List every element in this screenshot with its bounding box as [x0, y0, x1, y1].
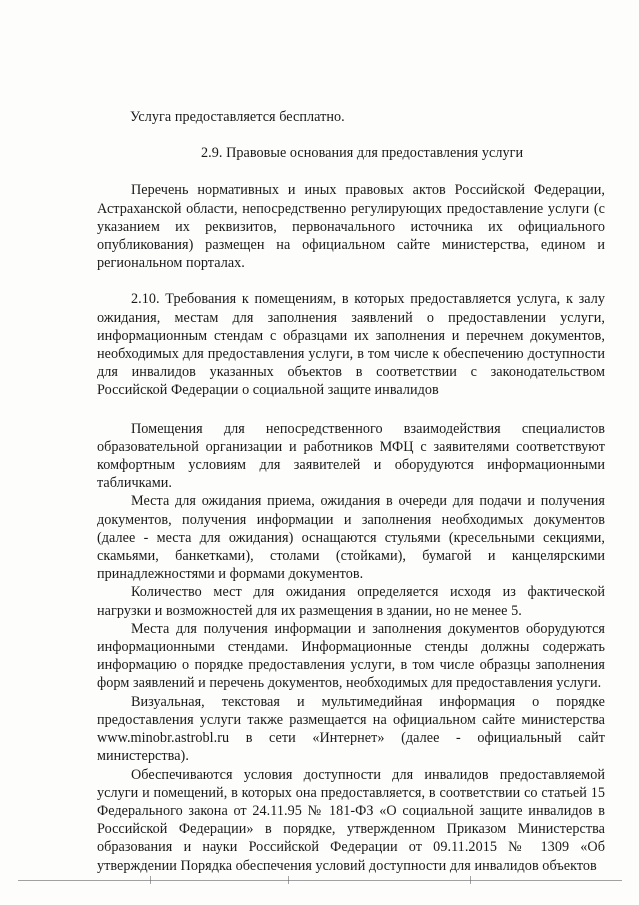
paragraph-waiting-places: Места для ожидания приема, ожидания в очереди для подачи и получения документов, получения информации и заполнения необходимых документов (далее - места для ожидания) оснащаются стульями (кресельными секциями, скамьями, банкетками), столами (стойками), бумагой и канцелярскими принадлежностями и формами документов.	[97, 493, 605, 583]
paragraph-legal-acts: Перечень нормативных и иных правовых актов Российской Федерации, Астраханской области, непосредственно регулирующих предоставление услуги (с указанием их реквизитов, первоначального источника их официального опубликования) размещен на официальном сайте министерства, едином и региональном порталах.	[97, 182, 605, 272]
paragraph-visual-info: Визуальная, текстовая и мультимедийная информация о порядке предоставления услуги также размещается на официальном сайте министерства www.minobr.astrobl.ru в сети «Интернет» (далее - официальный сайт министерства).	[97, 693, 605, 765]
footer-mark	[150, 876, 151, 884]
footer-mark	[470, 876, 471, 884]
paragraph-info-stands: Места для получения информации и заполнения документов оборудуются информационными стендами. Информационные стенды должны содержать информацию о порядке предоставления услуги, в том числе образцы заполнения форм заявлений и перечень документов, необходимых для предоставления услуги.	[97, 620, 605, 692]
section-heading-2-9: 2.9. Правовые основания для предоставления услуги	[201, 145, 524, 162]
paragraph-accessibility: Обеспечиваются условия доступности для инвалидов предоставляемой услуги и помещений, в которых она предоставляется, в соответствии со статьей 15 Федерального закона от 24.11.95 № 181-ФЗ «О социальной защите инвалидов в Российской Федерации» в порядке, утвержденном Приказом Министерства образования и науки Российской Федерации от 09.11.2015 № 1309 «Об утверждении Порядка обеспечения условий доступности для инвалидов объектов	[97, 766, 605, 874]
paragraph-places-count: Количество мест для ожидания определяется исходя из фактической нагрузки и возможностей для их размещения в здании, но не менее 5.	[97, 584, 605, 619]
document-body	[97, 108, 605, 875]
paragraph-premises-requirements: 2.10. Требования к помещениям, в которых предоставляется услуга, к залу ожидания, местам для заполнения заявлений о предоставлении услуги, информационным стендам с образцами их заполнения и перечнем документов, необходимых для предоставления услуги, в том числе к обеспечению доступности для инвалидов указанных объектов в соответствии с законодательством Российской Федерации о социальной защите инвалидов	[97, 291, 605, 399]
footer-mark	[288, 876, 289, 884]
paragraph-free-service: Услуга предоставляется бесплатно.	[130, 109, 345, 125]
footer-rule	[18, 880, 622, 881]
paragraph-rooms: Помещения для непосредственного взаимодействия специалистов образовательной организации и работников МФЦ с заявителями соответствуют комфортным условиям для заявителей и оборудуются информационными табличками.	[97, 420, 605, 492]
